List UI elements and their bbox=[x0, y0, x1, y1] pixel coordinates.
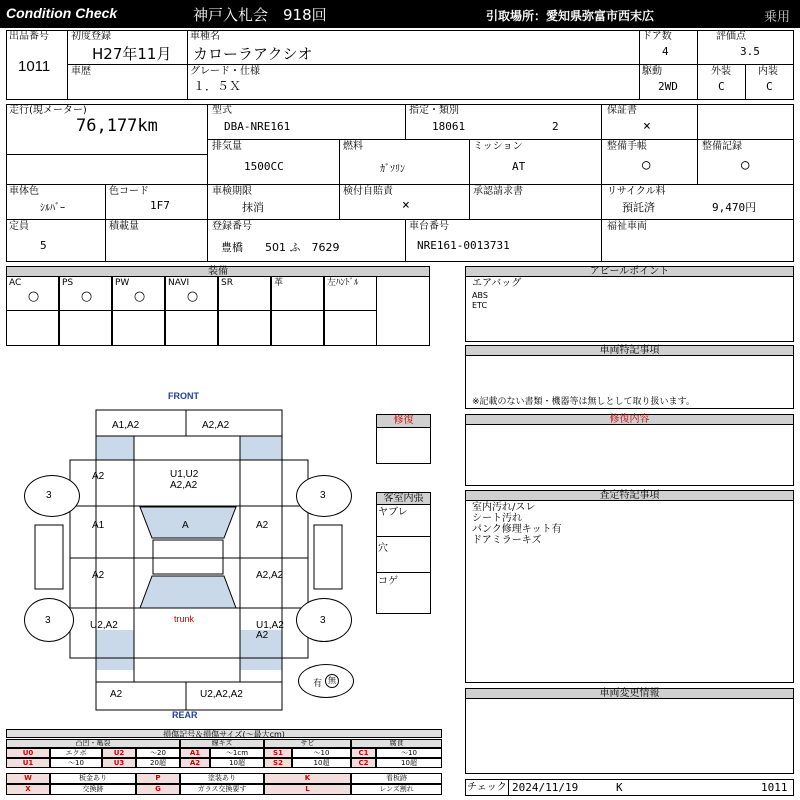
legend-title: 損傷記号＆損傷サイズ(〜最大cm) bbox=[6, 729, 442, 738]
spare-label: 有 bbox=[313, 678, 323, 688]
equipment-title: 装備 bbox=[6, 266, 430, 277]
tire-fr: 3 bbox=[320, 490, 326, 501]
dmg-door-rl: A2 bbox=[92, 570, 105, 581]
equipment-value: ○ bbox=[133, 289, 146, 304]
appeal-line-2: ABS bbox=[472, 291, 488, 300]
equipment-label: SR bbox=[221, 278, 233, 288]
legend-mark: 看板跡 bbox=[351, 773, 442, 784]
dmg-fender-rr: U1,A2 bbox=[256, 620, 284, 631]
check-label: チェック bbox=[467, 782, 507, 793]
inspection: 抹消 bbox=[242, 201, 264, 214]
equipment-blank bbox=[324, 311, 377, 346]
legend-code: C1 bbox=[351, 748, 376, 758]
spare-mark: 無 bbox=[325, 674, 339, 688]
dmg-top-left: A1,A2 bbox=[112, 420, 140, 431]
grade: １．５Ｘ bbox=[193, 79, 242, 93]
recycle-status: 預託済 bbox=[622, 201, 655, 214]
legend-mark: レンズ割れ bbox=[351, 784, 442, 795]
dmg-hood: U1,U2 bbox=[170, 469, 199, 480]
equipment-item-1 bbox=[59, 277, 112, 311]
designation: 18061 bbox=[432, 120, 466, 133]
mission: AT bbox=[512, 160, 526, 173]
dmg-fender-fl: A2 bbox=[92, 471, 105, 482]
assessment-title: 査定特記事項 bbox=[465, 490, 794, 501]
legend-code: 〜10 bbox=[50, 758, 102, 768]
mileage-label: 走行(現メーター) bbox=[9, 105, 87, 116]
legend-code: A1 bbox=[180, 748, 210, 758]
mission-label: ミッション bbox=[473, 141, 523, 152]
legend-code: U0 bbox=[6, 748, 50, 758]
legend-group: 腐食 bbox=[351, 739, 442, 748]
approval-label: 承認請求書 bbox=[473, 186, 523, 197]
legend-group: 凸凹・亀裂 bbox=[6, 739, 180, 748]
dmg-top-right: A2,A2 bbox=[202, 420, 230, 431]
change-panel bbox=[465, 688, 794, 774]
classification: 2 bbox=[552, 120, 559, 133]
check-date: 2024/11/19 bbox=[512, 781, 579, 794]
pickup-location: 引取場所：愛知県弥富市西末広 bbox=[486, 9, 655, 23]
legend-code: 10超 bbox=[292, 758, 351, 768]
maintenance-label: 整備手帳 bbox=[607, 141, 647, 152]
colorcode-label: 色コード bbox=[109, 186, 149, 197]
chassis-label: 車台番号 bbox=[409, 221, 449, 232]
legend-mark: 塗装あり bbox=[180, 773, 264, 784]
equipment-item-4 bbox=[218, 277, 271, 311]
legend-code: 10超 bbox=[210, 758, 264, 768]
equipment-label: NAVI bbox=[168, 278, 190, 288]
tire-rl: 3 bbox=[45, 615, 51, 626]
recycle-fee: 9,470円 bbox=[712, 201, 757, 214]
interior-label: 内装 bbox=[758, 66, 778, 77]
check-initial: K bbox=[616, 781, 623, 794]
insurance-label: 検付自賠責 bbox=[343, 186, 393, 197]
drive: 2WD bbox=[658, 80, 678, 93]
check-lot: 1011 bbox=[761, 781, 788, 794]
equipment-blank bbox=[218, 311, 271, 346]
dmg-hood-2: A2,A2 bbox=[170, 480, 198, 491]
displacement: 1500CC bbox=[244, 160, 284, 173]
dmg-door-rr: A2,A2 bbox=[256, 570, 284, 581]
legend-code: U2 bbox=[102, 748, 136, 758]
warranty-label: 保証書 bbox=[607, 105, 637, 116]
record-label: 整備記録 bbox=[702, 141, 742, 152]
auction-title: 神戸入札会 918回 bbox=[193, 6, 327, 24]
equipment-blank bbox=[112, 311, 165, 346]
equipment-item-0 bbox=[6, 277, 59, 311]
dmg-door-fr: A2 bbox=[256, 520, 269, 531]
vehicle-category: 乗用 bbox=[764, 10, 791, 25]
maintenance: ○ bbox=[642, 157, 651, 173]
mileage: 76,177km bbox=[76, 116, 158, 136]
regno-label: 登録番号 bbox=[212, 221, 252, 232]
assessment-line-3: パンク修理キット有 bbox=[472, 524, 562, 535]
colorcode: 1F7 bbox=[150, 199, 170, 212]
legend-code: U3 bbox=[102, 758, 136, 768]
lot-number: 1011 bbox=[18, 58, 51, 75]
score-label: 評価点 bbox=[716, 31, 746, 42]
lot-label: 出品番号 bbox=[9, 31, 49, 42]
header-bar bbox=[0, 0, 800, 28]
legend-code: エクボ bbox=[50, 748, 102, 758]
dmg-fender-rr-2: A2 bbox=[256, 630, 269, 641]
dmg-door-fl: A1 bbox=[92, 520, 105, 531]
legend-code: S2 bbox=[264, 758, 292, 768]
score: 3.5 bbox=[740, 45, 760, 58]
exterior-label: 外装 bbox=[711, 66, 731, 77]
doors-label: ドア数 bbox=[642, 31, 672, 42]
cabin-burn: コゲ bbox=[378, 576, 398, 587]
color-label: 車体色 bbox=[9, 186, 39, 197]
appeal-line-1: エアバッグ bbox=[472, 278, 522, 289]
equipment-item-3 bbox=[165, 277, 218, 311]
equipment-item-2 bbox=[112, 277, 165, 311]
dmg-roof-front: A bbox=[182, 520, 189, 531]
legend-mark: K bbox=[264, 773, 351, 784]
model-label: 型式 bbox=[212, 105, 232, 116]
history-label: 車歴 bbox=[71, 66, 91, 77]
legend-mark: 交換跡 bbox=[50, 784, 136, 795]
interior: C bbox=[766, 80, 773, 93]
first-reg-label: 初度登録 bbox=[71, 31, 111, 42]
special-note: ※記載のない書類・機器等は無しとして取り扱います。 bbox=[472, 397, 695, 407]
recycle-label: リサイクル料 bbox=[607, 186, 666, 197]
displacement-label: 排気量 bbox=[212, 141, 242, 152]
repair-title: 修復 bbox=[376, 414, 431, 428]
grade-label: グレード・仕様 bbox=[190, 66, 260, 77]
equipment-item-5 bbox=[271, 277, 324, 311]
equipment-label: AC bbox=[9, 278, 22, 288]
assessment-line-2: シート汚れ bbox=[472, 513, 522, 524]
record: ○ bbox=[741, 157, 750, 173]
dmg-bottom-right: U2,A2,A2 bbox=[200, 689, 243, 700]
fuel-label: 燃料 bbox=[343, 141, 363, 152]
equipment-label: 革 bbox=[274, 278, 284, 288]
cabin-tear: ヤブレ bbox=[378, 507, 408, 518]
exterior: C bbox=[718, 80, 725, 93]
change-title: 車両変更情報 bbox=[465, 688, 794, 699]
front-label: FRONT bbox=[168, 391, 199, 401]
legend-code: 〜20 bbox=[136, 748, 180, 758]
legend-code: S1 bbox=[264, 748, 292, 758]
assessment-line-4: ドアミラーキズ bbox=[472, 535, 542, 546]
trunk-label: trunk bbox=[174, 614, 195, 624]
legend-code: 〜10 bbox=[376, 748, 442, 758]
equipment-label: 左ﾊﾝﾄﾞﾙ bbox=[327, 278, 359, 288]
insurance: × bbox=[402, 198, 410, 213]
tire-rr: 3 bbox=[320, 615, 326, 626]
equipment-value: ○ bbox=[27, 289, 40, 304]
equipment-blank bbox=[6, 311, 59, 346]
legend-mark: G bbox=[136, 784, 180, 795]
equipment-label: PW bbox=[115, 278, 130, 288]
appeal-line-3: ETC bbox=[472, 301, 488, 310]
equipment-blank bbox=[59, 311, 112, 346]
legend-group: 線キズ bbox=[180, 739, 264, 748]
legend-code: 10超 bbox=[376, 758, 442, 768]
tire-fl: 3 bbox=[46, 490, 52, 501]
equipment-blank bbox=[271, 311, 324, 346]
repair-detail-title: 修復内容 bbox=[465, 414, 794, 425]
legend-code: 〜10 bbox=[292, 748, 351, 758]
load-label: 積載量 bbox=[109, 221, 139, 232]
equipment-value: ○ bbox=[186, 289, 199, 304]
regno: 豊橋 501 ふ 7629 bbox=[221, 241, 340, 254]
legend bbox=[6, 729, 442, 797]
drive-label: 駆動 bbox=[642, 66, 662, 77]
first-reg: H27年11月 bbox=[92, 45, 172, 63]
legend-mark: ガラス交換要す bbox=[180, 784, 264, 795]
dmg-fender-rl: U2,A2 bbox=[90, 620, 118, 631]
appeal-title: アピールポイント bbox=[465, 266, 794, 277]
legend-code: A2 bbox=[180, 758, 210, 768]
doors: 4 bbox=[662, 45, 669, 58]
special-title: 車両特記事項 bbox=[465, 345, 794, 356]
legend-mark: L bbox=[264, 784, 351, 795]
legend-group: サビ bbox=[264, 739, 351, 748]
legend-mark: W bbox=[6, 773, 50, 784]
dmg-bottom-left: A2 bbox=[110, 689, 123, 700]
welfare-label: 福祉車両 bbox=[607, 221, 647, 232]
legend-code: 〜1cm bbox=[210, 748, 264, 758]
legend-code: U1 bbox=[6, 758, 50, 768]
inspection-label: 車検期限 bbox=[212, 186, 252, 197]
legend-code: 20超 bbox=[136, 758, 180, 768]
capacity-label: 定員 bbox=[9, 221, 29, 232]
equipment-blank bbox=[165, 311, 218, 346]
equipment-label: PS bbox=[62, 278, 74, 288]
capacity: 5 bbox=[40, 239, 47, 252]
chassis: NRE161-0013731 bbox=[417, 239, 510, 252]
rear-label: REAR bbox=[172, 710, 198, 720]
legend-mark: 板金あり bbox=[50, 773, 136, 784]
designation-label: 指定・類別 bbox=[409, 105, 459, 116]
warranty: × bbox=[643, 119, 651, 134]
legend-code: C2 bbox=[351, 758, 376, 768]
fuel: ｶﾞｿﾘﾝ bbox=[380, 164, 405, 175]
cabin-title: 客室内張 bbox=[376, 492, 431, 505]
name-label: 車種名 bbox=[190, 31, 220, 42]
model: DBA-NRE161 bbox=[224, 120, 291, 133]
assessment-line-1: 室内汚れ/スレ bbox=[472, 502, 536, 513]
sheet-title: Condition Check bbox=[6, 5, 118, 21]
color: ｼﾙﾊﾞｰ bbox=[40, 203, 65, 214]
legend-mark: X bbox=[6, 784, 50, 795]
legend-mark: P bbox=[136, 773, 180, 784]
vehicle-name: カローラアクシオ bbox=[193, 45, 313, 63]
equipment-value: ○ bbox=[80, 289, 93, 304]
equipment-item-6 bbox=[324, 277, 377, 311]
cabin-hole: 穴 bbox=[378, 543, 388, 554]
